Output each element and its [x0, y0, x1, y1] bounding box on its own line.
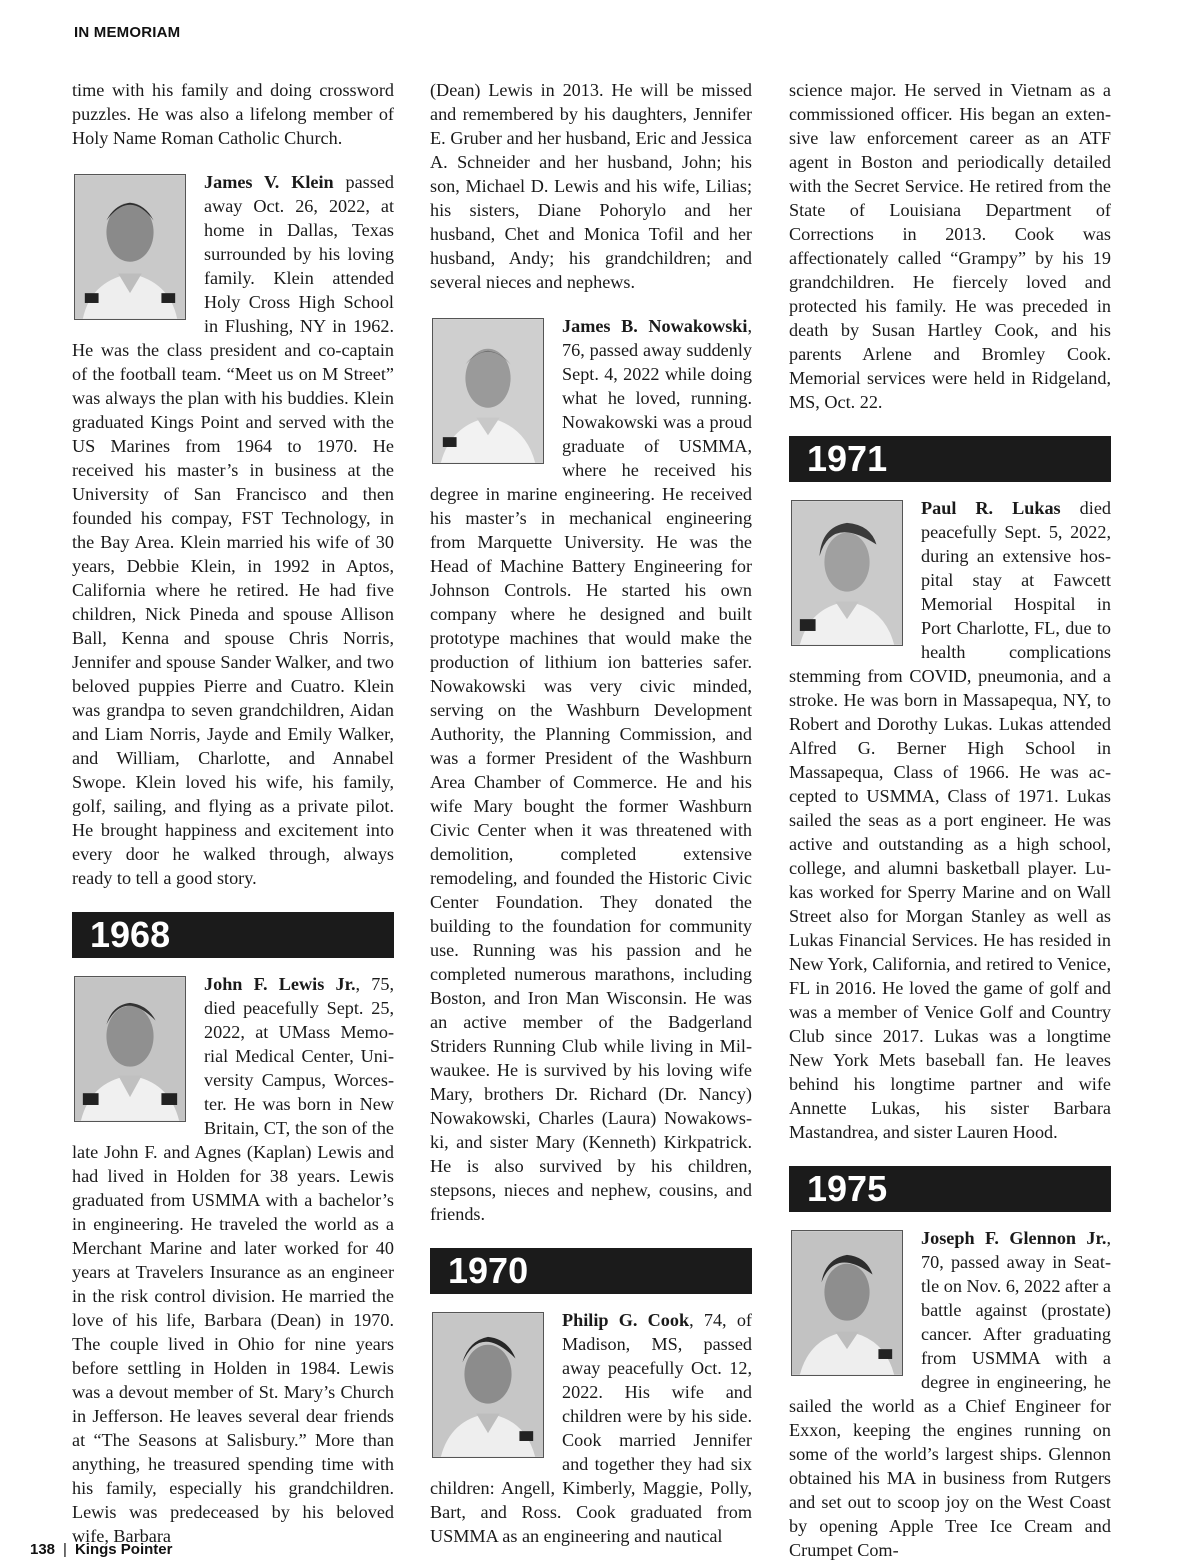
class-year-banner-1975: 1975 — [789, 1166, 1111, 1212]
obituary-james-v-klein — [72, 170, 394, 890]
portrait-icon — [792, 501, 902, 645]
portrait-icon — [792, 1231, 902, 1375]
deceased-name: Philip G. Cook — [562, 1310, 690, 1330]
portrait-icon — [433, 319, 543, 463]
obituary-continuation: time with his family and doing crossword puzzles. He was also a lifelong member of Holy Name Roman Catholic Church. — [72, 80, 394, 148]
obituary-continuation: (Dean) Lewis in 2013. He will be missed and remembered by his daughters, Jennifer E. Gruber and her husband, Eric and Jessica A. Schneider and her husband, John; his son, Michael D. Lewis and his wife, Lilias; his sisters, Diane Pohorylo and her husband, Chet and Monica Tofil and her husband, Andy; his grandchildren; and several nieces and nephews. — [430, 80, 752, 292]
page-number: 138 — [30, 1541, 56, 1558]
deceased-name: John F. Lewis Jr. — [204, 974, 356, 994]
portrait-photo-klein — [74, 174, 186, 320]
portrait-photo-nowakowski — [432, 318, 544, 464]
deceased-name: James V. Klein — [204, 172, 334, 192]
class-year-banner-1968: 1968 — [72, 912, 394, 958]
section-header: IN MEMORIAM — [74, 24, 181, 41]
obituary-philip-g-cook — [430, 1308, 752, 1548]
portrait-icon — [433, 1313, 543, 1457]
obituary-joseph-f-glennon-jr — [789, 1226, 1111, 1562]
obituary-paul-r-lukas — [789, 496, 1111, 1144]
obituary-text: passed away Oct. 26, 2022, at home in Dallas, Texas surrounded by his loving family. Klein attended Holy Cross High School in Flushing, NY in 1962. He was the class president and co-captain of the football team. “Meet us on M Street” was always the plan with his buddies. Klein graduated Kings Point and served with the US Marines from 1964 to 1970. He received his master’s in business at the University of San Francisco and then founded his compay, FST Technology, in the Bay Area. Klein married his wife of 30 years, Debbie Klein, in 1992 in Aptos, California where he retired. He had five children, Nick Pineda and spouse Allison Ball, Kenna and spouse Chris Norris, Jennifer and spouse Sander Walker, and two beloved puppies Pierre and Cuatro. Klein was grandpa to seven grandchildren, Aidan and Liam Norris, Jayde and Emily Walker, and William, Charlotte, and Annabel Swope. Klein loved his wife, his family, golf, sailing, and flying as a private pilot. He brought happiness and excitement into every door he walked through, always ready to tell a good story. — [72, 172, 394, 888]
obituary-text: , 70, passed away in Seattle on Nov. 6, 2022 after a battle against (prostate) cancer. After graduating from USMMA with a degree in engineering, he sailed the world as a Chief Engineer for Exxon, keeping the engines running on some of the world’s largest ships. Glennon obtained his MA in business from Rutgers and set out to scoop joy on the West Coast by opening Apple Tree Ice Cream and Crumpet Com- — [789, 1228, 1111, 1560]
portrait-photo-lewis — [74, 976, 186, 1122]
column-1 — [72, 78, 394, 1548]
publication-name: Kings Pointer — [74, 1541, 173, 1558]
obituary-text: , 75, died peacefully Sept. 25, 2022, at UMass Memorial Medical Center, University Campus, Worcester. He was born in New Britain, CT, the son of the late John F. and Agnes (Kaplan) Lewis and had lived in Holden for 38 years. Lewis graduated from USMMA with a bachelor’s in engineering. He traveled the world as a Merchant Marine and later worked for 40 years at Travelers Insurance as an engineer in the risk control division. He married the love of his life, Barbara (Dean) in 1970. The couple lived in Ohio for nine years before settling in Holden in 1984. Lewis was a devout member of St. Mary’s Church in Jefferson. He leaves several dear friends at “The Seasons at Salisbury.” More than anything, he treasured spending time with his family, especially his grandchildren. Lewis was predeceased by his beloved wife, Barbara — [72, 974, 394, 1546]
obituary-text: , 76, passed away suddenly Sept. 4, 2022 while doing what he loved, running. Nowakowski was a proud graduate of USMMA, where he received his degree in marine engineering. He received his master’s in mechanical engineering from Marquette University. He was the Head of Machine Battery Engineering for Johnson Controls. He started his own company where he designed and built prototype machines that would make the production of lithium ion batteries safer. Nowakowski was very civic minded, serving on the Washburn Development Authority, the Planning Commission, and was a former President of the Washburn Area Chamber of Commerce. He and his wife Mary bought the former Washburn Civic Center when it was threatened with demolition, completed extensive remodeling, and founded the Historic Civic Center Foundation. They donated the building to the foundation for community use. Running was his passion and he completed numerous marathons, including Boston, and Iron Man Wisconsin. He was an active member of the Badgerland Striders Running Club while living in Milwaukee. He is survived by his loving wife Mary, brothers Dr. Richard (Dr. Nancy) Nowakowski, Charles (Laura) Nowakowski, and sister Mary (Kenneth) Kirkpatrick. He is also survived by his children, stepsons, nieces and nephew, cousins, and friends. — [430, 316, 752, 1224]
column-2 — [430, 78, 752, 1548]
column-3 — [789, 78, 1111, 1562]
obituary-continuation: science major. He served in Vietnam as a commissioned officer. His began an extensive law enforcement career as an ATF agent in Boston and periodically detailed with the Secret Service. He retired from the State of Louisiana Department of Corrections in 2013. Cook was affectionately called “Grampy” by his 19 grandchildren. He fiercely loved and protected his family. He was preceded in death by Susan Hartley Cook, and his parents Arlene and Bromley Cook. Memorial services were held in Ridgeland, MS, Oct. 22. — [789, 80, 1111, 412]
deceased-name: Joseph F. Glennon Jr. — [921, 1228, 1107, 1248]
portrait-icon — [75, 977, 185, 1121]
class-year-banner-1970: 1970 — [430, 1248, 752, 1294]
footer-separator: | — [63, 1541, 67, 1558]
obituary-john-f-lewis-jr — [72, 972, 394, 1548]
portrait-photo-cook — [432, 1312, 544, 1458]
obituary-text: died peacefully Sept. 5, 2022, during an extensive hospital stay at Fawcett Memorial Hospital in Port Charlotte, FL, due to health complications stemming from COVID, pneumonia, and a stroke. He was born in Massapequa, NY, to Robert and Dorothy Lukas. Lukas attended Alfred G. Berner High School in Massapequa, Class of 1966. He was accepted to USMMA, Class of 1971. Lukas sailed the seas as a port engineer. He was active and outstanding as a high school, college, and alumni basketball player. Lukas worked for Sperry Marine and on Wall Street also for Morgan Stanley as well as Lukas Financial Services. He has resided in New York, California, and retired to Venice, FL in 2016. He loved the game of golf and was a member of Venice Golf and Country Club since 2017. Lukas was a longtime New York Mets baseball fan. He leaves behind his longtime partner and wife Annette Lukas, his sister Barbara Mastandrea, and sister Lauren Hood. — [789, 498, 1111, 1142]
portrait-icon — [75, 175, 185, 319]
deceased-name: James B. Nowakowski — [562, 316, 748, 336]
portrait-photo-lukas — [791, 500, 903, 646]
obituary-text: , 74, of Madison, MS, passed away peacefully Oct. 12, 2022. His wife and children were by his side. Cook married Jennifer and together they had six children: Angell, Kimberly, Maggie, Polly, Bart, and Ross. Cook graduated from USMMA as an engineering and nautical — [430, 1310, 752, 1546]
class-year-banner-1971: 1971 — [789, 436, 1111, 482]
obituary-james-b-nowakowski — [430, 314, 752, 1226]
deceased-name: Paul R. Lukas — [921, 498, 1061, 518]
page-footer — [30, 1541, 172, 1558]
portrait-photo-glennon — [791, 1230, 903, 1376]
